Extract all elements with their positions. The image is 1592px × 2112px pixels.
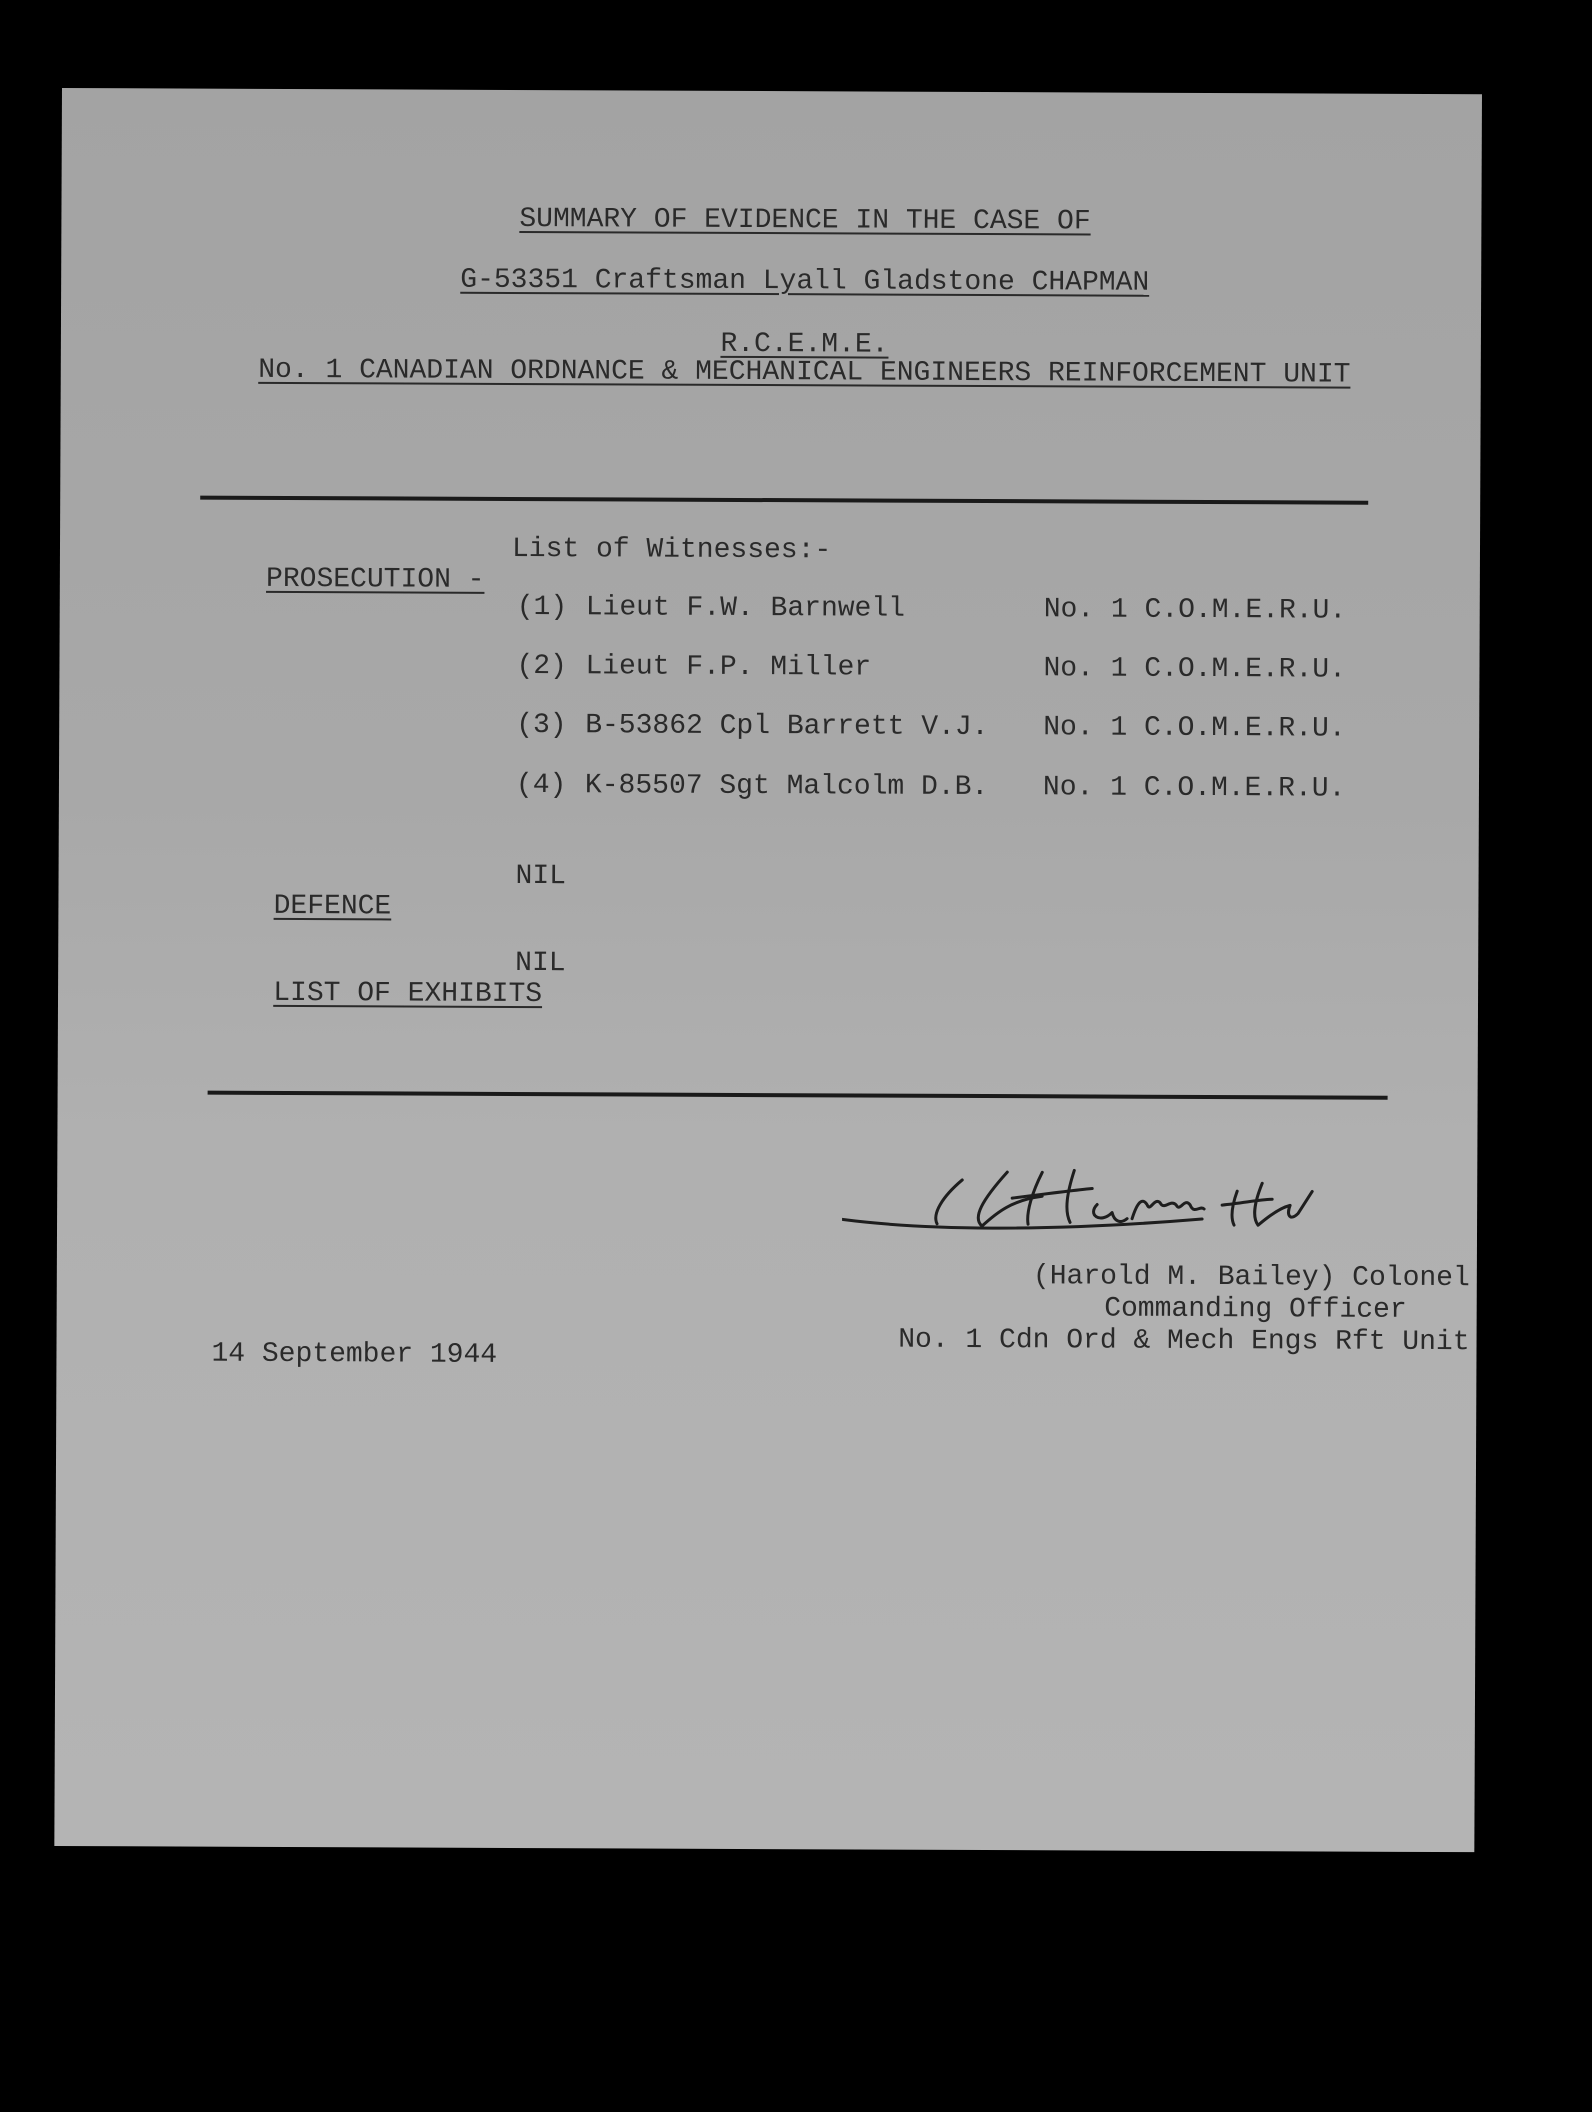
prosecution-label [199,533,485,627]
top-divider [200,496,1368,505]
signatory-unit: No. 1 Cdn Ord & Mech Engs Rft Unit [898,1324,1470,1359]
unit-line [61,323,1481,422]
witness-4-name: K-85507 Sgt Malcolm D.B. [584,770,989,804]
witness-4-number: (4) [515,769,567,802]
signatory-name-rank: (Harold M. Bailey) Colonel [1032,1261,1470,1295]
signatory-title: Commanding Officer [1104,1293,1407,1326]
prosecution-label-text: PROSECUTION - [266,563,485,596]
exhibits-value: NIL [515,947,566,980]
witness-3-number: (3) [516,709,567,742]
document-page [54,88,1482,1852]
document-date: 14 September 1944 [211,1338,498,1371]
witness-2-unit: No. 1 C.O.M.E.R.U. [1043,653,1346,686]
defence-label-text: DEFENCE [273,890,392,923]
corps-text: R.C.E.M.E. [720,328,889,361]
defence-value: NIL [515,860,567,893]
accused-text: G-53351 Craftsman Lyall Gladstone CHAPMAN [460,264,1150,299]
witness-list-heading: List of Witnesses:- [511,533,832,567]
defence-label [206,860,391,954]
exhibits-label-text: LIST OF EXHIBITS [273,977,543,1011]
witness-1-name: Lieut F.W. Barnwell [585,592,906,625]
unit-text: No. 1 CANADIAN ORDNANCE & MECHANICAL ENGINEERS REINFORCEMENT UNIT [258,354,1351,391]
witness-2-number: (2) [516,650,567,683]
witness-4-unit: No. 1 C.O.M.E.R.U. [1042,772,1346,805]
handwritten-signature [842,1151,1482,1264]
witness-3-name: B-53862 Cpl Barrett V.J. [585,710,989,744]
exhibits-label [206,947,542,1041]
witness-1-number: (1) [516,591,568,624]
document-title-text: SUMMARY OF EVIDENCE IN THE CASE OF [519,203,1091,238]
witness-1-unit: No. 1 C.O.M.E.R.U. [1043,594,1347,627]
bottom-divider [208,1091,1388,1100]
witness-2-name: Lieut F.P. Miller [585,651,872,684]
witness-3-unit: No. 1 C.O.M.E.R.U. [1043,712,1346,745]
